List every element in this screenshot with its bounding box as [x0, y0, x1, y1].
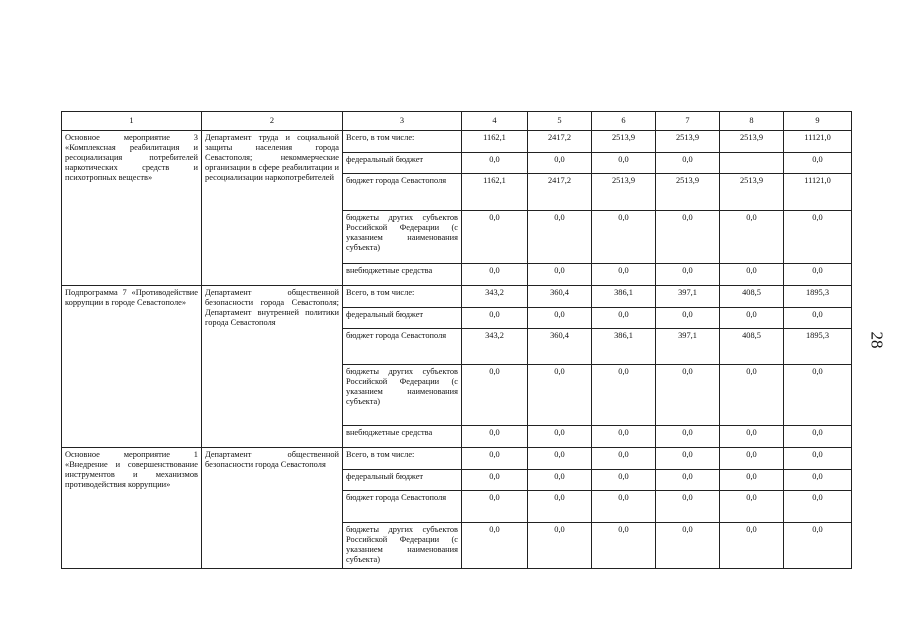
funding-source: бюджеты других субъектов Российской Федерации (с указанием наименования субъекта) — [343, 523, 462, 569]
value-cell: 397,1 — [656, 286, 720, 308]
value-cell: 0,0 — [720, 426, 784, 448]
value-cell: 0,0 — [656, 153, 720, 174]
value-cell: 0,0 — [656, 523, 720, 569]
table-row — [62, 448, 852, 470]
value-cell: 0,0 — [462, 470, 528, 491]
value-cell: 0,0 — [528, 470, 592, 491]
value-cell: 408,5 — [720, 329, 784, 365]
value-cell: 0,0 — [528, 264, 592, 286]
value-cell: 343,2 — [462, 329, 528, 365]
value-cell: 0,0 — [784, 211, 852, 264]
value-cell: 0,0 — [720, 448, 784, 470]
value-cell — [720, 153, 784, 174]
value-cell: 343,2 — [462, 286, 528, 308]
funding-source: Всего, в том числе: — [343, 448, 462, 470]
value-cell: 0,0 — [462, 365, 528, 426]
value-cell: 2513,9 — [592, 131, 656, 153]
funding-source: федеральный бюджет — [343, 308, 462, 329]
budget-table — [61, 111, 852, 569]
value-cell: 2417,2 — [528, 131, 592, 153]
funding-source: бюджет города Севастополя — [343, 174, 462, 211]
column-header: 3 — [343, 112, 462, 131]
value-cell: 0,0 — [592, 523, 656, 569]
value-cell: 0,0 — [592, 491, 656, 523]
value-cell: 0,0 — [656, 426, 720, 448]
value-cell: 0,0 — [656, 211, 720, 264]
value-cell: 11121,0 — [784, 174, 852, 211]
value-cell: 0,0 — [528, 365, 592, 426]
value-cell: 386,1 — [592, 286, 656, 308]
funding-source: бюджет города Севастополя — [343, 491, 462, 523]
page-number: 28 — [867, 331, 887, 349]
value-cell: 0,0 — [720, 264, 784, 286]
value-cell: 0,0 — [784, 448, 852, 470]
value-cell: 0,0 — [656, 308, 720, 329]
value-cell: 386,1 — [592, 329, 656, 365]
value-cell: 2513,9 — [592, 174, 656, 211]
value-cell: 2513,9 — [720, 131, 784, 153]
value-cell: 0,0 — [720, 365, 784, 426]
value-cell: 0,0 — [592, 264, 656, 286]
funding-source: бюджеты других субъектов Российской Федерации (с указанием наименования субъекта) — [343, 365, 462, 426]
header-row — [62, 112, 852, 131]
value-cell: 0,0 — [784, 365, 852, 426]
value-cell: 0,0 — [656, 491, 720, 523]
value-cell: 0,0 — [784, 470, 852, 491]
column-header: 4 — [462, 112, 528, 131]
value-cell: 1895,3 — [784, 329, 852, 365]
value-cell: 360,4 — [528, 286, 592, 308]
value-cell: 0,0 — [462, 211, 528, 264]
value-cell: 0,0 — [784, 264, 852, 286]
value-cell: 0,0 — [462, 448, 528, 470]
section-title: Основное мероприятие 3 «Комплексная реабилитация и ресоциализация потребителей наркотических средств и психотропных веществ» — [62, 131, 202, 286]
value-cell: 0,0 — [656, 264, 720, 286]
funding-source: бюджет города Севастополя — [343, 329, 462, 365]
value-cell: 0,0 — [528, 153, 592, 174]
funding-source: федеральный бюджет — [343, 153, 462, 174]
value-cell: 1162,1 — [462, 174, 528, 211]
value-cell: 11121,0 — [784, 131, 852, 153]
value-cell: 0,0 — [528, 308, 592, 329]
value-cell: 0,0 — [720, 491, 784, 523]
section-title: Основное мероприятие 1 «Внедрение и совершенствование инструментов и механизмов противодействия коррупции» — [62, 448, 202, 569]
value-cell: 2417,2 — [528, 174, 592, 211]
value-cell: 0,0 — [462, 153, 528, 174]
column-header: 6 — [592, 112, 656, 131]
value-cell: 0,0 — [784, 153, 852, 174]
value-cell: 2513,9 — [656, 131, 720, 153]
value-cell: 397,1 — [656, 329, 720, 365]
value-cell: 0,0 — [592, 448, 656, 470]
column-header: 7 — [656, 112, 720, 131]
value-cell: 408,5 — [720, 286, 784, 308]
value-cell: 0,0 — [528, 491, 592, 523]
value-cell: 360,4 — [528, 329, 592, 365]
funding-source: Всего, в том числе: — [343, 131, 462, 153]
column-header: 9 — [784, 112, 852, 131]
funding-source: внебюджетные средства — [343, 426, 462, 448]
value-cell: 0,0 — [656, 448, 720, 470]
value-cell: 2513,9 — [720, 174, 784, 211]
value-cell: 0,0 — [592, 426, 656, 448]
section-responsible: Департамент общественной безопасности города Севастополя — [202, 448, 343, 569]
table-row — [62, 286, 852, 308]
funding-source: внебюджетные средства — [343, 264, 462, 286]
section-title: Подпрограмма 7 «Противодействие коррупции в городе Севастополе» — [62, 286, 202, 448]
column-header: 1 — [62, 112, 202, 131]
value-cell: 0,0 — [720, 523, 784, 569]
value-cell: 0,0 — [784, 491, 852, 523]
value-cell: 0,0 — [592, 211, 656, 264]
section-responsible: Департамент труда и социальной защиты населения города Севастополя; некоммерческие организации в сфере реабилитации и ресоциализации наркопотребителей — [202, 131, 343, 286]
value-cell: 2513,9 — [656, 174, 720, 211]
value-cell: 1895,3 — [784, 286, 852, 308]
value-cell: 0,0 — [528, 211, 592, 264]
value-cell: 0,0 — [462, 308, 528, 329]
value-cell: 0,0 — [784, 523, 852, 569]
value-cell: 0,0 — [656, 365, 720, 426]
table-row — [62, 131, 852, 153]
value-cell: 0,0 — [784, 308, 852, 329]
funding-source: федеральный бюджет — [343, 470, 462, 491]
value-cell: 0,0 — [462, 426, 528, 448]
value-cell: 0,0 — [720, 470, 784, 491]
value-cell: 0,0 — [462, 523, 528, 569]
value-cell: 0,0 — [592, 308, 656, 329]
value-cell: 0,0 — [592, 470, 656, 491]
funding-source: Всего, в том числе: — [343, 286, 462, 308]
section-responsible: Департамент общественной безопасности города Севастополя; Департамент внутренней политики города Севастополя — [202, 286, 343, 448]
value-cell: 0,0 — [592, 153, 656, 174]
value-cell: 0,0 — [720, 211, 784, 264]
value-cell: 0,0 — [720, 308, 784, 329]
value-cell: 0,0 — [656, 470, 720, 491]
value-cell: 0,0 — [462, 264, 528, 286]
value-cell: 0,0 — [528, 448, 592, 470]
value-cell: 0,0 — [784, 426, 852, 448]
column-header: 8 — [720, 112, 784, 131]
value-cell: 1162,1 — [462, 131, 528, 153]
value-cell: 0,0 — [528, 426, 592, 448]
column-header: 5 — [528, 112, 592, 131]
value-cell: 0,0 — [462, 491, 528, 523]
value-cell: 0,0 — [592, 365, 656, 426]
column-header: 2 — [202, 112, 343, 131]
funding-source: бюджеты других субъектов Российской Федерации (с указанием наименования субъекта) — [343, 211, 462, 264]
value-cell: 0,0 — [528, 523, 592, 569]
